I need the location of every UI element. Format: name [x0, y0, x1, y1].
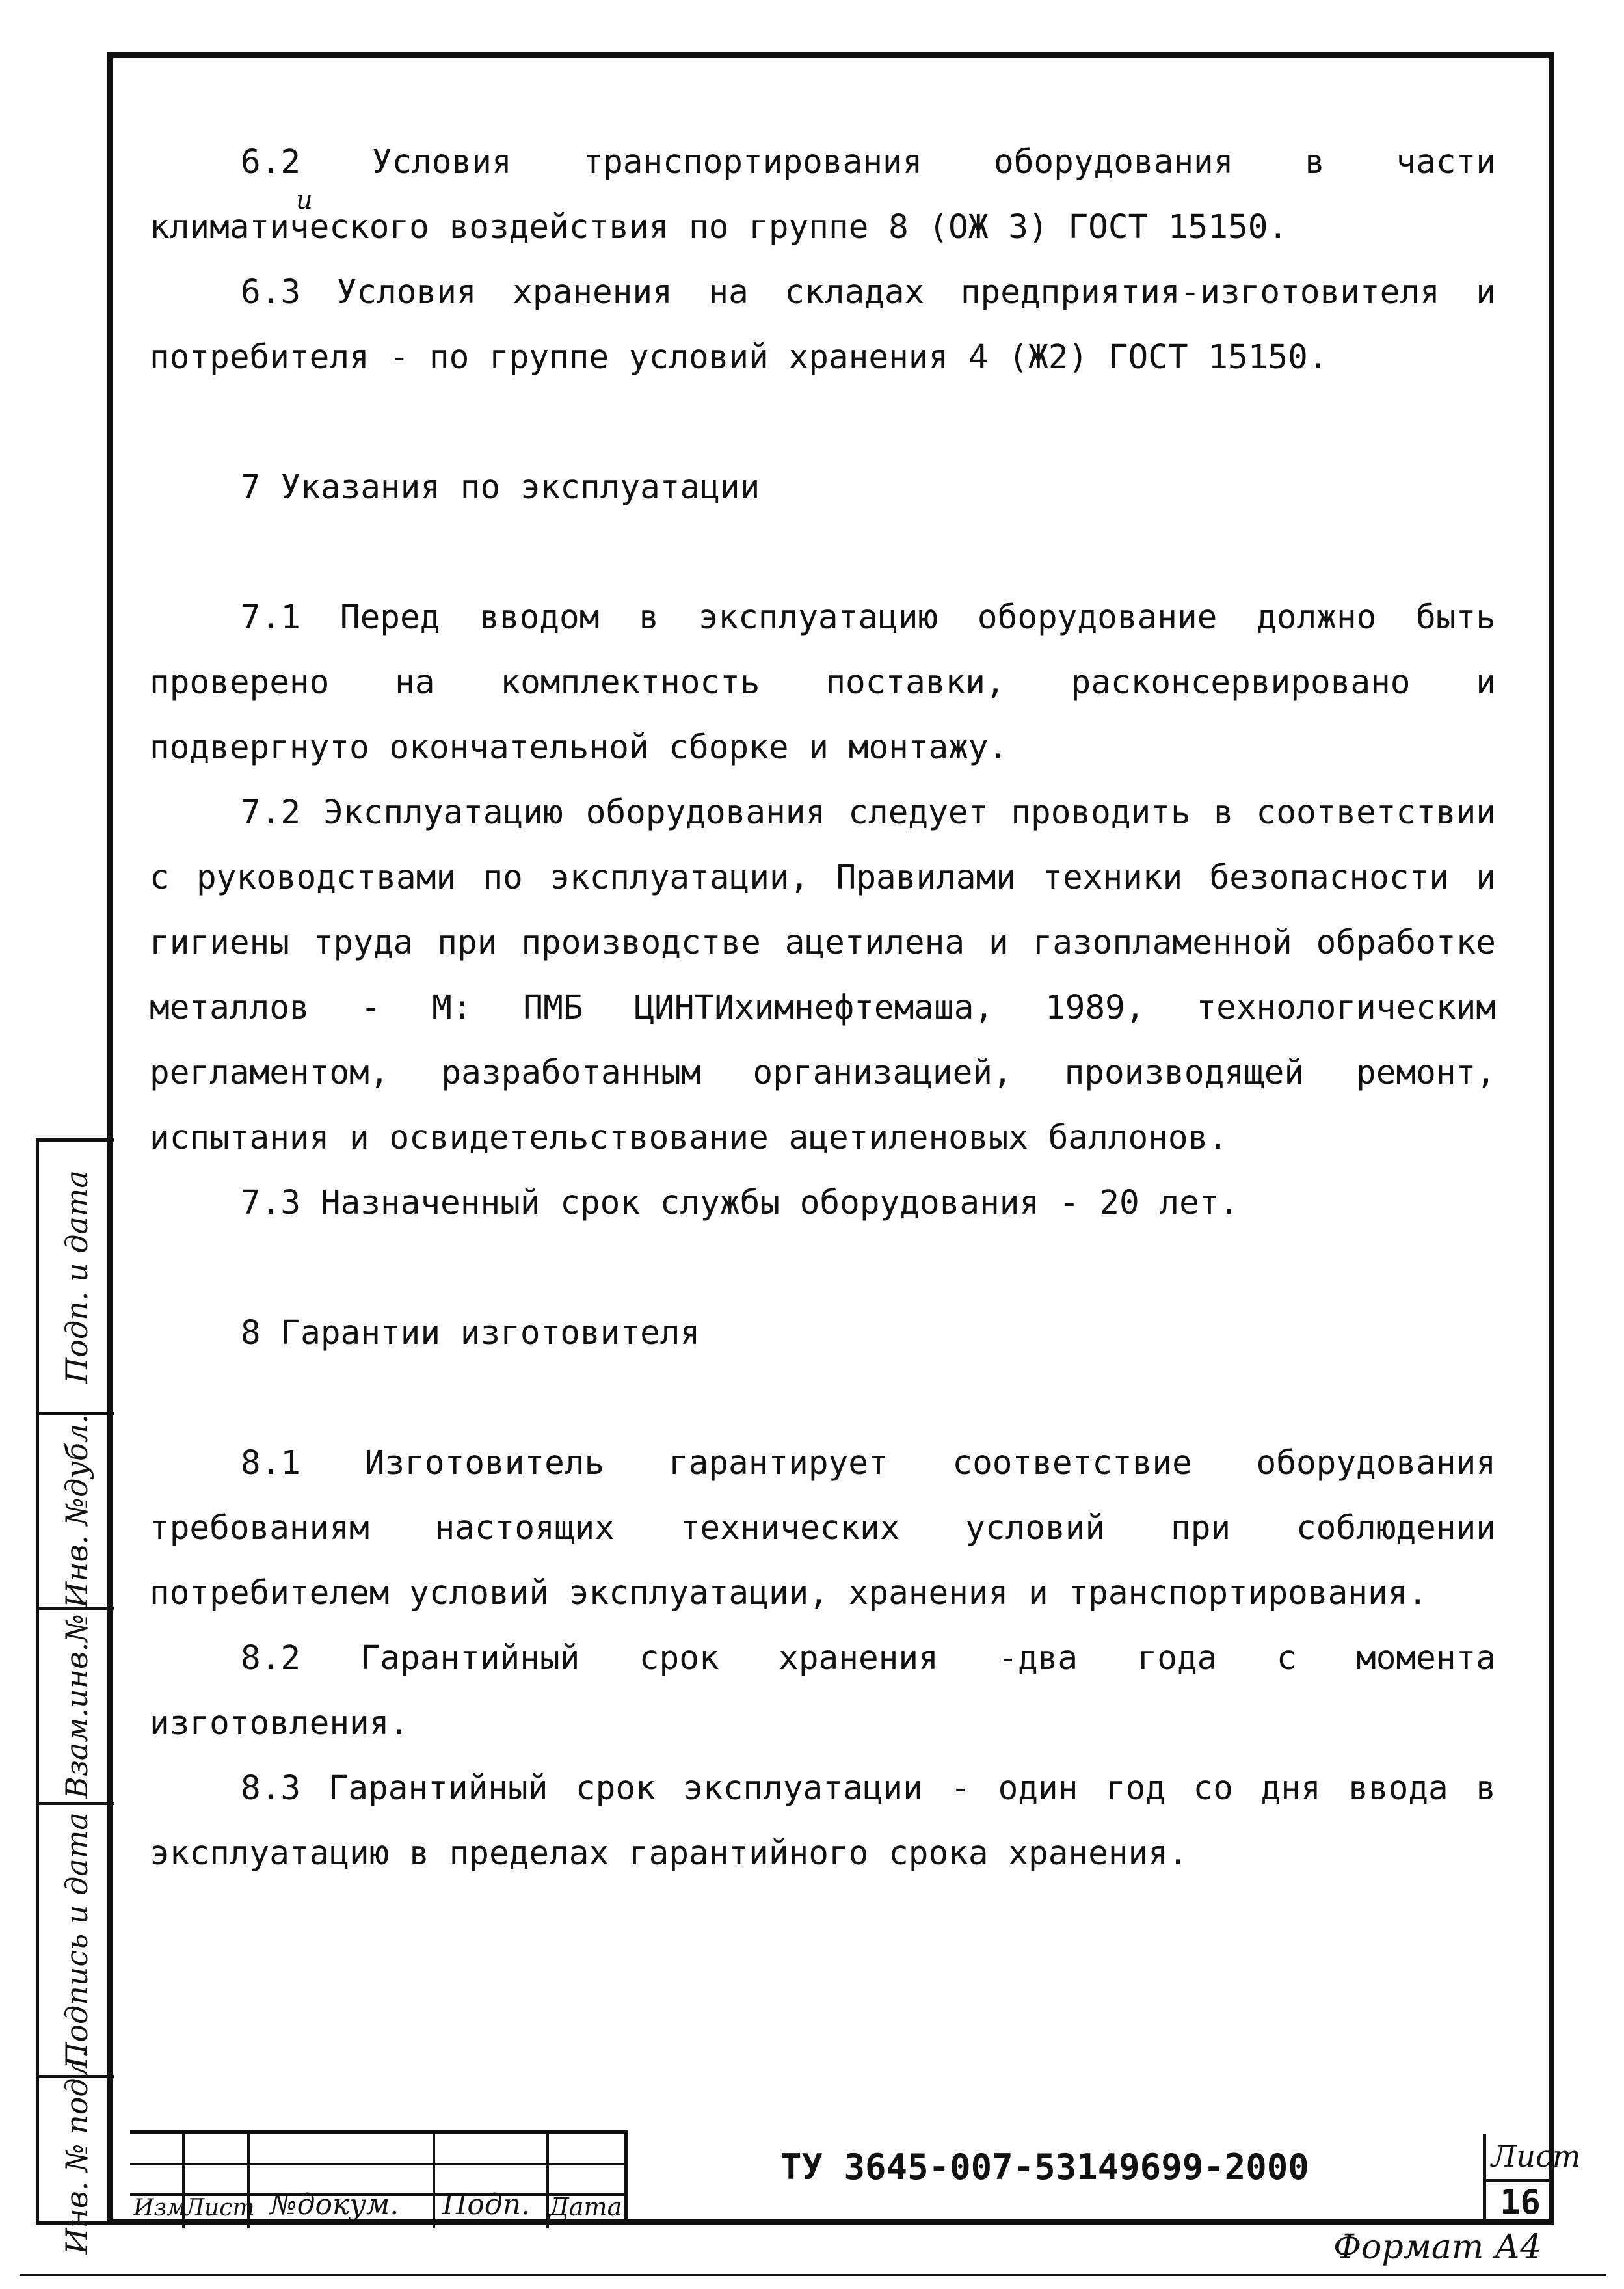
col-date: Дата — [549, 2193, 622, 2221]
margin-label: Инв. № подл. — [59, 2049, 94, 2254]
handwritten-correction: и — [296, 185, 313, 215]
margin-cell-replace-inv — [39, 1610, 114, 1805]
title-block-grid — [130, 2130, 624, 2225]
margin-label: Взам.инв.№ — [59, 1613, 94, 1799]
title-block-separator — [624, 2130, 628, 2225]
col-sheet: Лист — [185, 2195, 255, 2221]
paragraph-6-2: 6.2 Условия транспортирования оборудования в части климатического воздействия по группе 8 (ОЖ 3) ГОСТ 15150. — [150, 143, 1496, 247]
paragraph-8-1: 8.1 Изготовитель гарантирует соответствие оборудования требованиям настоящих технических условий при соблюдении потребителем условий эксплуатации, хранения и транспортирования. — [150, 1444, 1496, 1613]
margin-cell-dup-inv — [39, 1415, 114, 1610]
sheet-number: 16 — [1486, 2179, 1554, 2223]
margin-cell-original-inv — [39, 2049, 114, 2254]
paragraph-7-3: 7.3 Назначенный срок службы оборудования - 20 лет. — [241, 1184, 1240, 1222]
bottom-rule — [20, 2274, 1606, 2276]
title-block — [130, 2130, 1554, 2225]
document-code: ТУ 3645-007-53149699-2000 — [780, 2147, 1309, 2188]
section-8-heading: 8 Гарантии изготовителя — [241, 1314, 700, 1352]
paragraph-8-2: 8.2 Гарантийный срок хранения -два года с момента изготовления. — [150, 1639, 1496, 1743]
paragraph-6-3: 6.3 Условия хранения на складах предприятия-изготовителя и потребителя - по группе условий хранения 4 (Ж2) ГОСТ 15150. — [150, 273, 1496, 377]
document-body — [150, 130, 1496, 1886]
paragraph-8-3: 8.3 Гарантийный срок эксплуатации - один год со дня ввода в эксплуатацию в пределах гарантийного срока хранения. — [150, 1769, 1496, 1873]
format-label: Формат А4 — [1333, 2228, 1542, 2267]
section-7-heading: 7 Указания по эксплуатации — [241, 468, 760, 507]
col-change: Изм — [133, 2195, 186, 2221]
paragraph-7-1: 7.1 Перед вводом в эксплуатацию оборудование должно быть проверено на комплектность поставки, расконсервировано и подвергнуто окончательной сборке и монтажу. — [150, 598, 1496, 767]
margin-label: Подпись и дата — [59, 1812, 94, 2068]
paragraph-7-2: 7.2 Эксплуатацию оборудования следует проводить в соответствии с руководствами по эксплуатации, Правилами техники безопасности и гигиены труда при производстве ацетилена и газопламенной обработке металлов - М: ПМБ ЦИНТИхимнефтемаша, 1989, технологическим регламентом, разработанным организацией, производящей ремонт, испытания и освидетельствование ацетиленовых баллонов. — [150, 794, 1496, 1157]
margin-label: Инв. №дубл. — [59, 1413, 94, 1608]
margin-cell-sign-date — [39, 1142, 114, 1415]
col-doc-number: №докум. — [270, 2188, 399, 2221]
col-signature: Подп. — [442, 2188, 531, 2221]
margin-cell-signature-date — [39, 1805, 114, 2078]
sheet-label: Лист — [1491, 2139, 1581, 2174]
margin-stamp-strip — [36, 1138, 114, 2254]
sheet-number-box — [1483, 2134, 1581, 2225]
margin-label: Подп. и дата — [59, 1170, 94, 1384]
